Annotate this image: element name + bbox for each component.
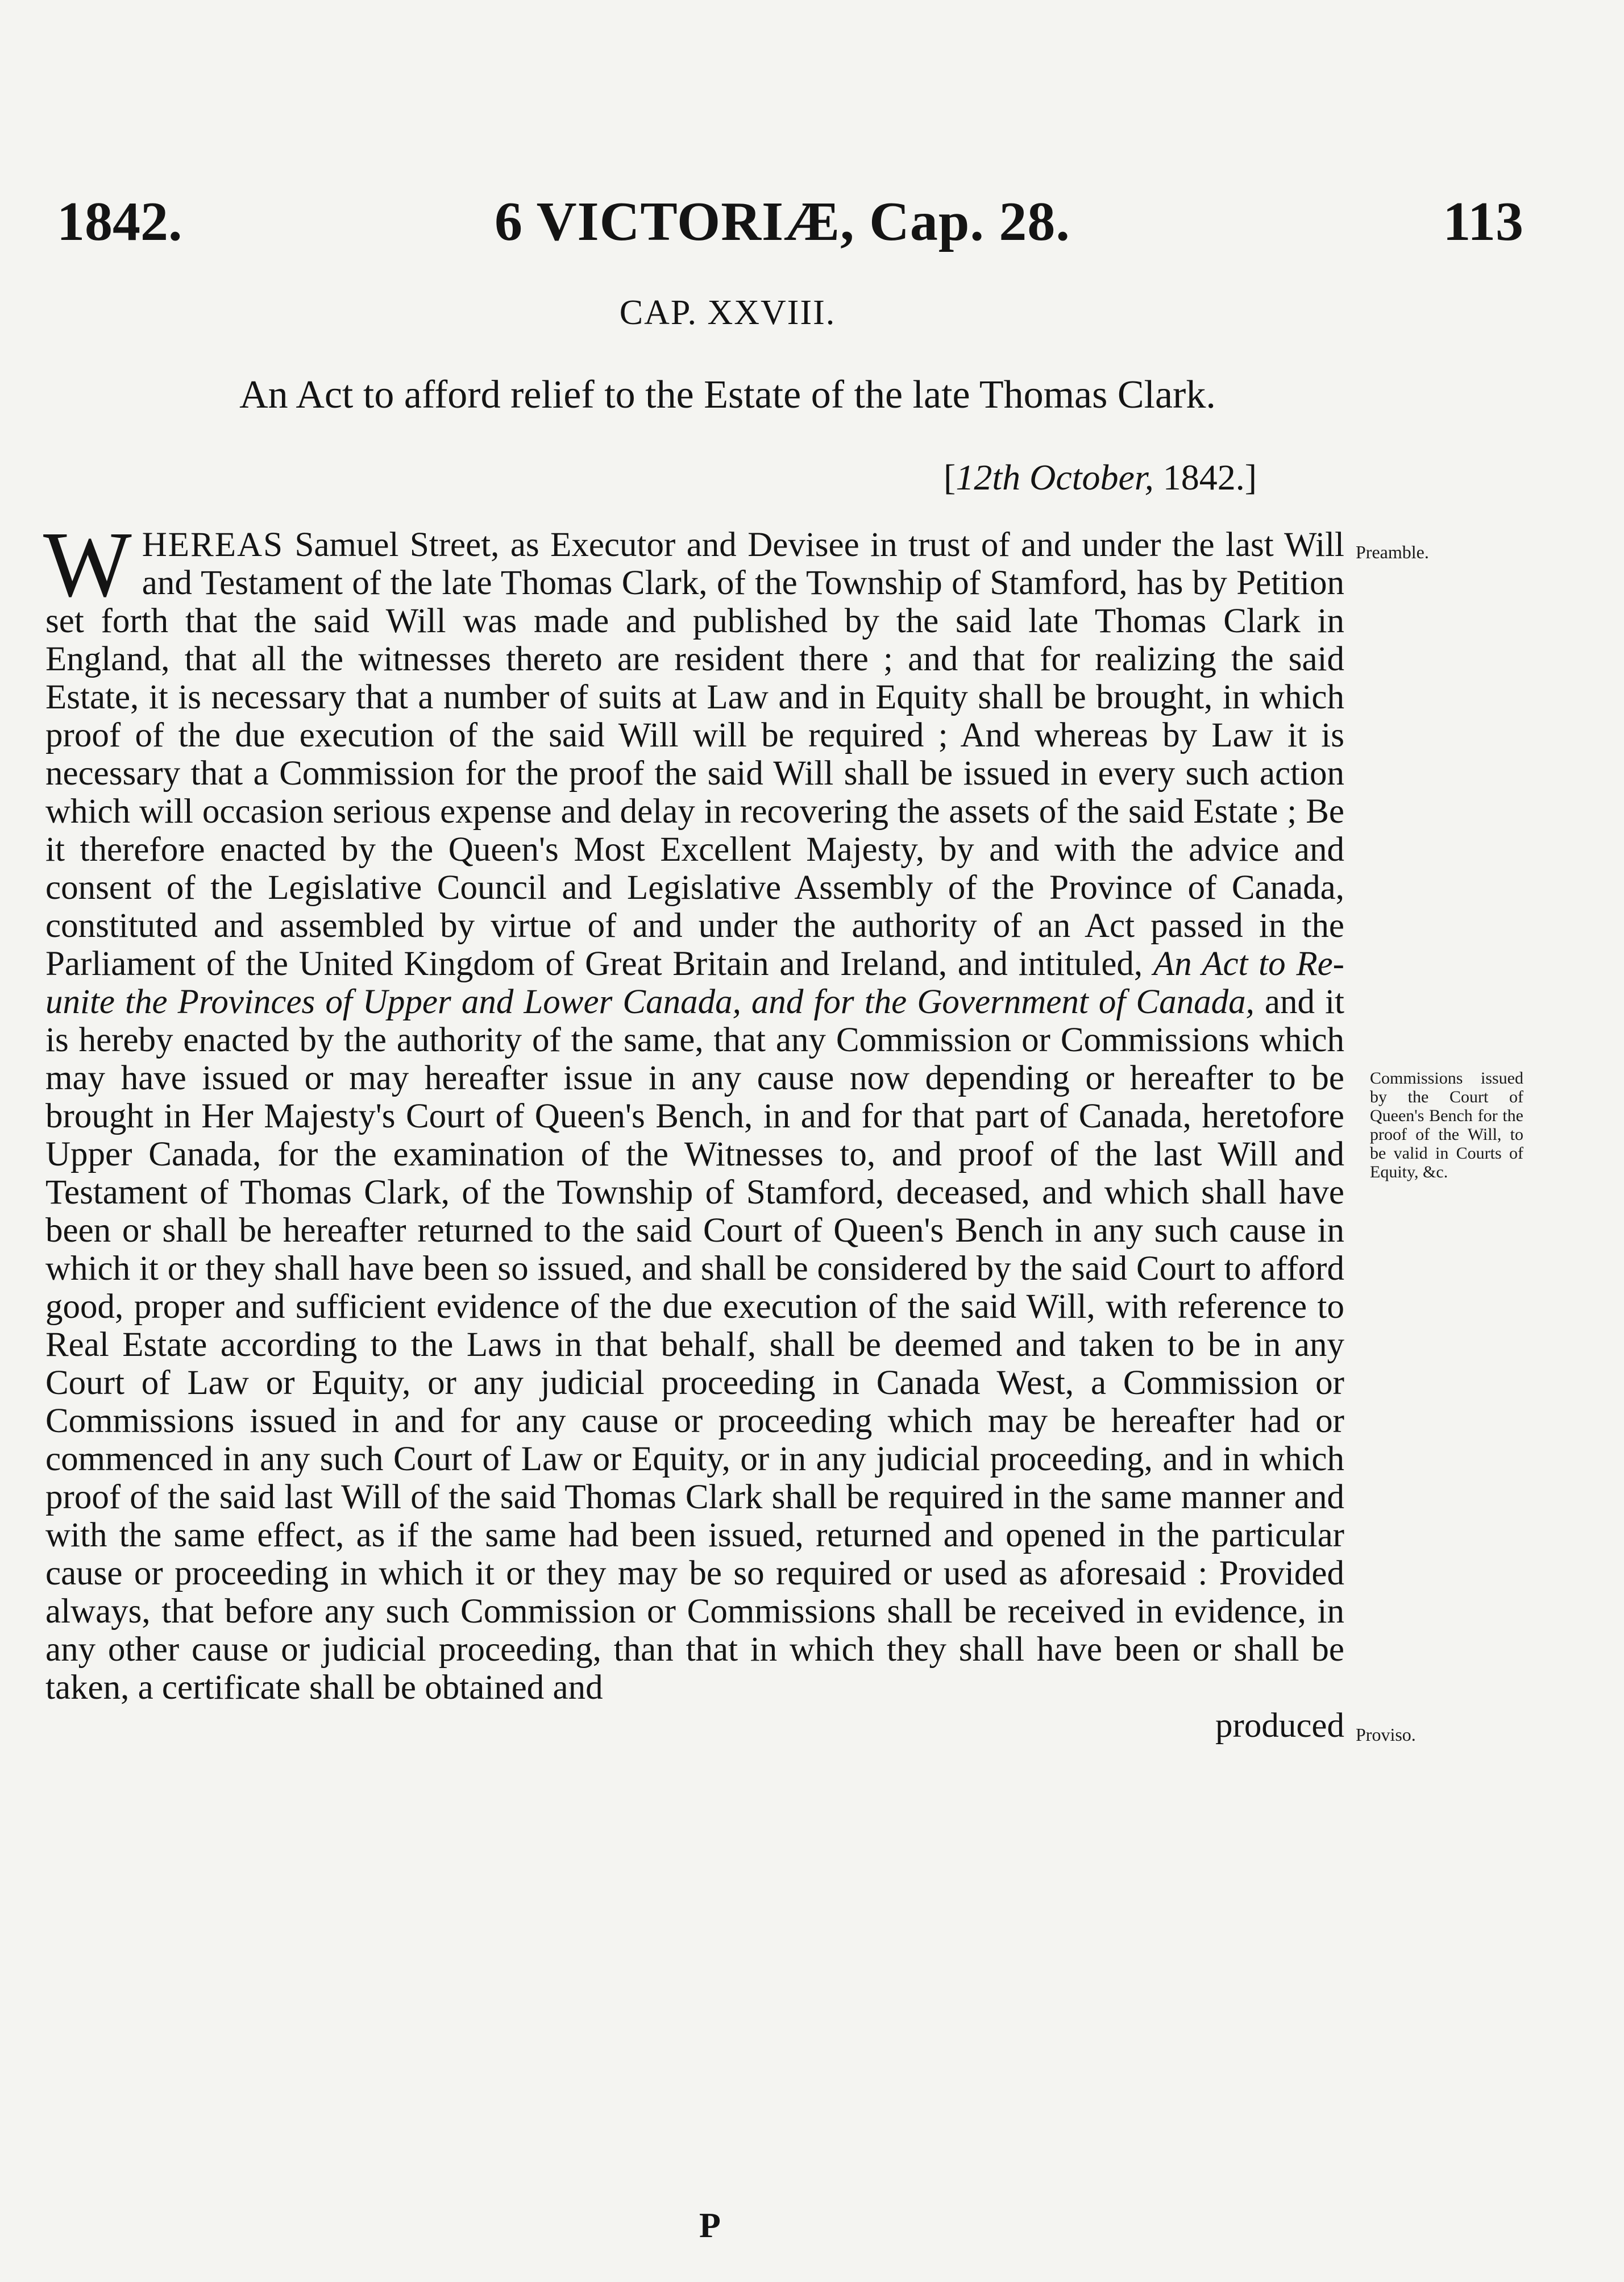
preamble-paragraph [43, 512, 1344, 1707]
chapter-heading: CAP. XXVIII. [619, 293, 836, 332]
lead-word: HEREAS [142, 526, 284, 564]
act-body [43, 512, 1344, 1745]
referenced-act-title: An Act to Re-unite the Provinces of Upper and Lower Canada, and for the Government of Canada, [45, 945, 1344, 1021]
header-title: 6 VICTORIÆ, Cap. 28. [495, 191, 1070, 252]
margin-note-preamble: Preamble. [1356, 542, 1429, 562]
page-number: 113 [1443, 191, 1523, 252]
body-text-2: and it is hereby enacted by the authority of the same, that any Commission or Commissions which may have issued or may hereafter issue in any cause now depending or hereafter to be brought in Her Majesty's Court of Queen's Bench, in and for that part of Canada, heretofore Upper Canada, for the examination of the Witnesses to, and proof of the last Will and Testament of Thomas Clark, of the Township of Stamford, deceased, and which shall have been or shall be hereafter returned to the said Court of Queen's Bench in any such cause in which it or they shall have been so issued, and shall be considered by the said Court to afford good, proper and sufficient evidence of the due execution of the said Will, with reference to Real Estate according to the Laws in that behalf, shall be deemed and taken to be in any Court of Law or Equity, or any judicial proceeding in Canada West, a Commission or Commissions issued in and for any cause or proceeding which may be hereafter had or commenced in any such Court of Law or Equity, or in any judicial proceeding, and in which proof of the said last Will of the said Thomas Clark shall be required in the same manner and with the same effect, as if the same had been issued, returned and opened in the particular cause or proceeding in which it or they may be so required or used as aforesaid : Provided always, that before any such Commission or Commissions shall be received in evidence, in any other cause or judicial proceeding, than that in which they shall have been or shall be taken, a certificate shall be obtained and [45, 983, 1344, 1707]
header-year: 1842. [57, 191, 182, 252]
margin-note-proviso: Proviso. [1356, 1724, 1416, 1745]
act-date: [12th October, 1842.] [944, 457, 1257, 497]
body-text-1: Samuel Street, as Executor and Devisee in trust of and under the last Will and Testament of the late Thomas Clark, of the Township of Stamford, has by Petition set forth that the said Will was made and published by the said late Thomas Clark in England, that all the witnesses thereto are resident there ; and that for realizing the said Estate, it is necessary that a number of suits at Law and in Equity shall be brought, in which proof of the due execution of the said Will will be required ; And whereas by Law it is necessary that a Commission for the proof the said Will shall be issued in every such action which will occasion serious expense and delay in recovering the assets of the said Estate ; Be it therefore enacted by the Queen's Most Excellent Majesty, by and with the advice and consent of the Legislative Council and Legislative Assembly of the Province of Canada, constituted and assembled by virtue of and under the authority of an Act passed in the Parliament of the United Kingdom of Great Britain and Ireland, and intituled, [45, 526, 1344, 983]
act-title: An Act to afford relief to the Estate of the late Thomas Clark. [239, 373, 1216, 417]
margin-note-commissions: Commissions issued by the Court of Queen's Bench for the proof of the Will, to be valid in Courts of Equity, &c. [1370, 1069, 1523, 1181]
running-head [57, 188, 1523, 256]
signature-mark: P [699, 2206, 721, 2245]
catchword: produced [1215, 1707, 1344, 1745]
drop-cap: W [43, 512, 132, 616]
